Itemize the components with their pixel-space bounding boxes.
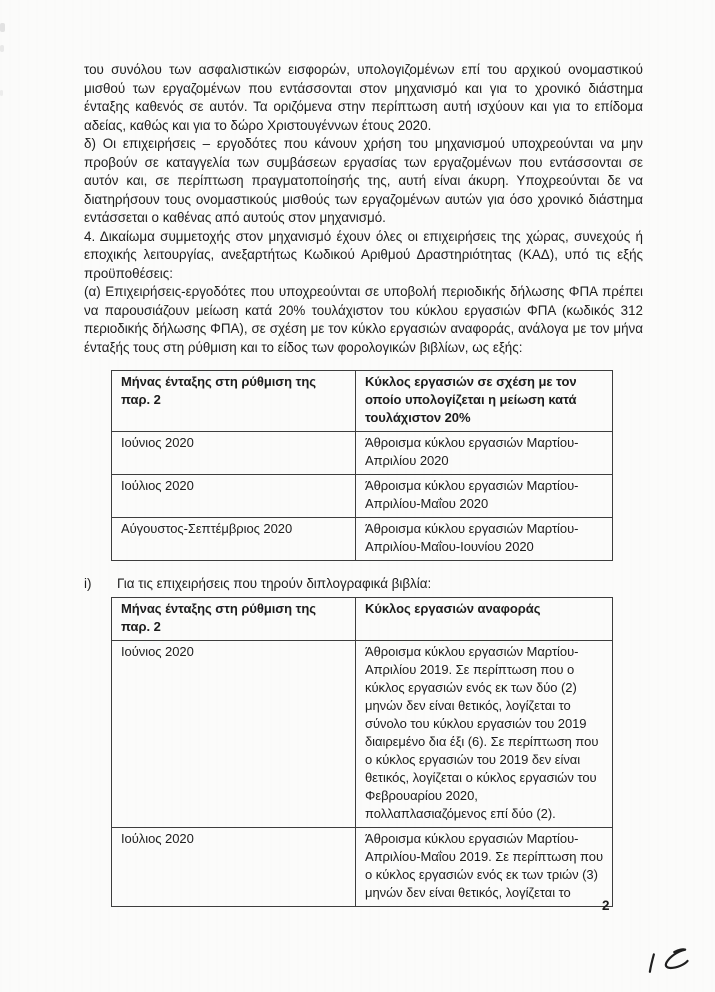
- section-i-text: Για τις επιχειρήσεις που τηρούν διπλογραφικά βιβλία:: [117, 576, 432, 591]
- table-header-row: [112, 371, 613, 432]
- month-cell: Ιούλιος 2020: [112, 475, 356, 518]
- table-row: [112, 640, 613, 827]
- scan-artifact: [0, 23, 5, 32]
- table1-header-month: Μήνας ένταξης στη ρύθμιση της παρ. 2: [112, 371, 356, 432]
- scan-artifact: [0, 90, 3, 96]
- table1-header-turnover: Κύκλος εργασιών σε σχέση με τον οποίο υπολογίζεται η μείωση κατά τουλάχιστον 20%: [356, 371, 613, 432]
- table-header-row: [112, 597, 613, 640]
- paragraph-d-dismissal-ban: δ) Οι επιχειρήσεις – εργοδότες που κάνουν χρήση του μηχανισμού υποχρεούνται να μην προβούν σε καταγγελία των συμβάσεων εργασίας των εργαζομένων που εντάσσονται σε αυτόν και, σε περίπτωση πραγματοποίησής της, αυτή είναι άκυρη. Υποχρεούνται δε να διατηρήσουν τους ονομαστικούς μισθούς των εργαζομένων αυτών για όσο χρονικό διάστημα εντάσσεται ο καθένας από αυτούς στον μηχανισμό.: [84, 136, 643, 225]
- table-row: [112, 475, 613, 518]
- table-row: [112, 827, 613, 906]
- month-cell: Ιούλιος 2020: [112, 827, 356, 906]
- section-i-marker: i): [84, 576, 92, 591]
- handwritten-mark: [641, 942, 700, 981]
- table2-header-reference: Κύκλος εργασιών αναφοράς: [356, 597, 613, 640]
- table-row: [112, 432, 613, 475]
- section-i-line: [84, 575, 643, 594]
- turnover-cell: Άθροισμα κύκλου εργασιών Μαρτίου-Απριλίου-Μαΐου 2020: [356, 475, 613, 518]
- handwritten-mark-drawing: [641, 942, 700, 981]
- turnover-cell: Άθροισμα κύκλου εργασιών Μαρτίου-Απριλίου-Μαΐου-Ιουνίου 2020: [356, 518, 613, 561]
- month-cell: Αύγουστος-Σεπτέμβριος 2020: [112, 518, 356, 561]
- paragraph-insurance-contributions: του συνόλου των ασφαλιστικών εισφορών, υπολογιζομένων επί του αρχικού ονομαστικού μισθού των εργαζομένων που εντάσσονται στον μηχανισμό και για το χρονικό διάστημα ένταξης καθενός σε αυτόν. Τα οριζόμενα στην περίπτωση αυτή ισχύουν και για το επίδομα αδείας, καθώς και για το δώρο Χριστουγέννων έτους 2020.: [84, 62, 643, 133]
- reference-turnover-table: [111, 597, 613, 907]
- month-cell: Ιούνιος 2020: [112, 432, 356, 475]
- page-number: 2: [602, 898, 610, 913]
- scan-artifact: [0, 45, 4, 52]
- table-row: [112, 518, 613, 561]
- paragraph-4-eligibility: 4. Δικαίωμα συμμετοχής στον μηχανισμό έχουν όλες οι επιχειρήσεις της χώρας, συνεχούς ή εποχικής λειτουργίας, ανεξαρτήτως Κωδικού Αριθμού Δραστηριότητας (ΚΑΔ), υπό τις εξής προϋποθέσεις:: [84, 228, 643, 281]
- vat-reduction-table: [111, 370, 613, 561]
- reference-turnover-cell: Άθροισμα κύκλου εργασιών Μαρτίου-Απριλίου-Μαΐου 2019. Σε περίπτωση που ο κύκλος εργασιών ενός εκ των τριών (3) μηνών δεν είναι θετικός, λογίζεται το: [356, 827, 613, 906]
- turnover-cell: Άθροισμα κύκλου εργασιών Μαρτίου-Απριλίου 2020: [356, 432, 613, 475]
- paragraph-a-vat-condition: (α) Επιχειρήσεις-εργοδότες που υποχρεούνται σε υποβολή περιοδικής δήλωσης ΦΠΑ πρέπει να παρουσιάζουν μείωση κατά 20% τουλάχιστον του κύκλου εργασιών ΦΠΑ (κωδικός 312 περιοδικής δήλωσης ΦΠΑ), σε σχέση με τον κύκλο εργασιών αναφοράς, ανάλογα με τον μήνα ένταξής τους στη ρύθμιση και το είδος των φορολογικών βιβλίων, ως εξής:: [84, 284, 643, 355]
- table2-header-month: Μήνας ένταξης στη ρύθμιση της παρ. 2: [112, 597, 356, 640]
- reference-turnover-cell: Άθροισμα κύκλου εργασιών Μαρτίου-Απριλίου 2019. Σε περίπτωση που ο κύκλος εργασιών ενός εκ των δύο (2) μηνών δεν είναι θετικός, λογίζεται το σύνολο του κύκλου εργασιών του 2019 διαιρεμένο δια έξι (6). Σε περίπτωση που ο κύκλος εργασιών του 2019 δεν είναι θετικός, λογίζεται ο κύκλος εργασιών του Φεβρουαρίου 2020, πολλαπλασιαζόμενος επί δύο (2).: [356, 640, 613, 827]
- month-cell: Ιούνιος 2020: [112, 640, 356, 827]
- document-content: [84, 61, 643, 907]
